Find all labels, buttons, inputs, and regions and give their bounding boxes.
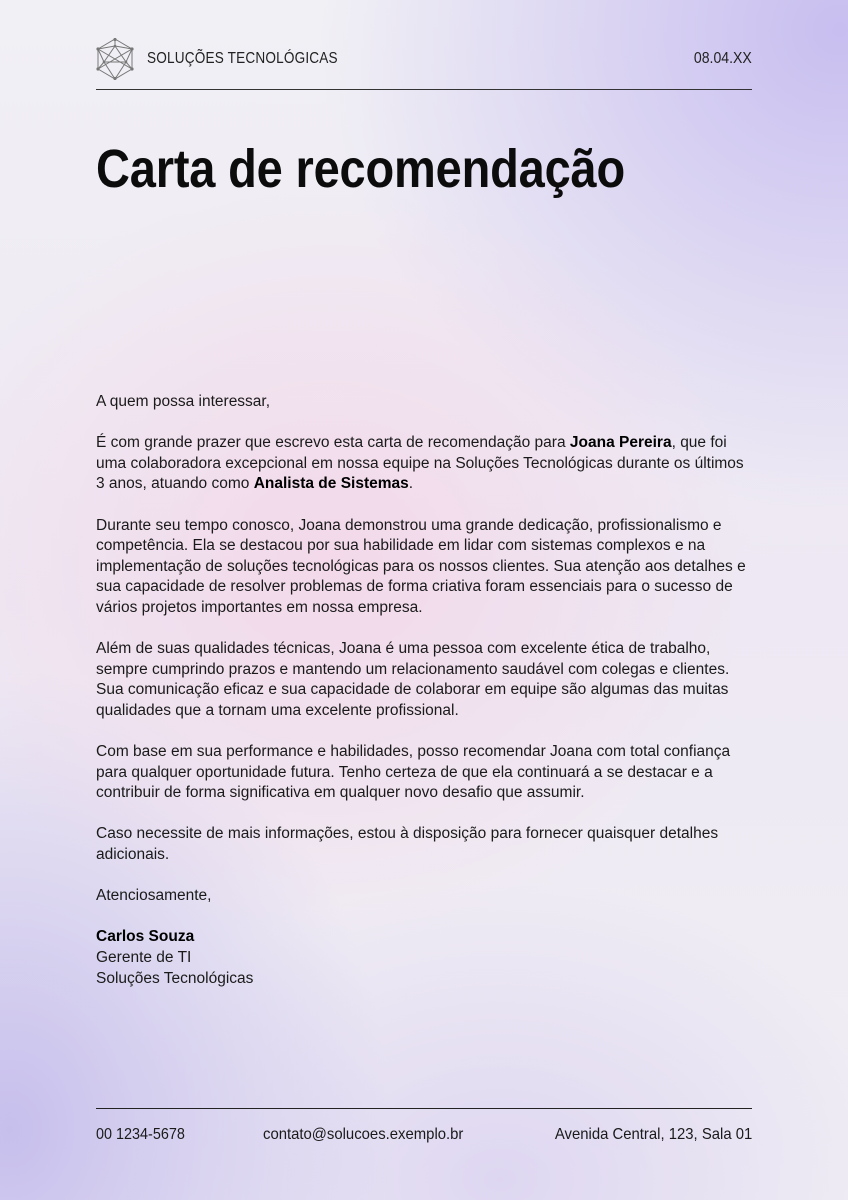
letterhead [96, 38, 752, 82]
paragraph-recommendation: Com base em sua performance e habilidades, posso recomendar Joana com total confiança para qualquer oportunidade futura. Tenho certeza de que ela continuará a se destacar e a contribuir de forma significativa em qualquer novo desafio que assumir. [96, 743, 731, 802]
greeting: A quem possa interessar, [96, 393, 271, 410]
footer-phone: 00 1234-5678 [96, 1126, 185, 1143]
header-divider [96, 89, 752, 90]
footer-divider [96, 1108, 752, 1109]
letter-date: 08.04.XX [694, 50, 752, 67]
paragraph-intro [96, 433, 752, 495]
paragraph-qualities: Além de suas qualidades técnicas, Joana é uma pessoa com excelente ética de trabalho, sempre cumprindo prazos e mantendo um relacionamento saudável com colegas e clientes. Sua comunicação eficaz e sua capacidade de colaborar em equipe são algumas das muitas qualidades que a tornam uma excelente profissional. [96, 640, 730, 719]
candidate-name: Joana Pereira [569, 434, 672, 452]
signer-title: Gerente de TI [96, 949, 192, 967]
paragraph-contact: Caso necessite de mais informações, estou à disposição para fornecer quaisquer detalhes adicionais. [96, 825, 719, 864]
signature-block [96, 927, 752, 989]
signer-company: Soluções Tecnológicas [96, 969, 254, 987]
closing: Atenciosamente, [96, 887, 212, 905]
intro-text-c: . [408, 475, 414, 493]
company-name: SOLUÇÕES TECNOLÓGICAS [147, 50, 338, 67]
signer-name: Carlos Souza [96, 928, 195, 946]
candidate-role: Analista de Sistemas [253, 475, 409, 493]
letter-body [96, 392, 752, 989]
footer-address: Avenida Central, 123, Sala 01 [554, 1126, 752, 1143]
intro-text-b: , que foi uma colaboradora excepcional em nossa equipe na Soluções Tecnológicas durante os últimos 3 anos, atuando como [96, 434, 744, 493]
paragraph-performance: Durante seu tempo conosco, Joana demonstrou uma grande dedicação, profissionalismo e competência. Ela se destacou por sua habilidade em lidar com sistemas complexos e na implementação de soluções tecnológicas para os nossos clientes. Sua atenção aos detalhes e sua capacidade de resolver problemas de forma criativa foram essenciais para o sucesso de vários projetos importantes em nossa empresa. [96, 516, 746, 616]
intro-text-a: É com grande prazer que escrevo esta carta de recomendação para [96, 434, 570, 452]
geometric-network-logo-icon [96, 38, 134, 80]
footer [96, 1126, 752, 1150]
footer-email[interactable]: contato@solucoes.exemplo.br [263, 1126, 464, 1143]
page-title: Carta de recomendação [96, 139, 626, 199]
